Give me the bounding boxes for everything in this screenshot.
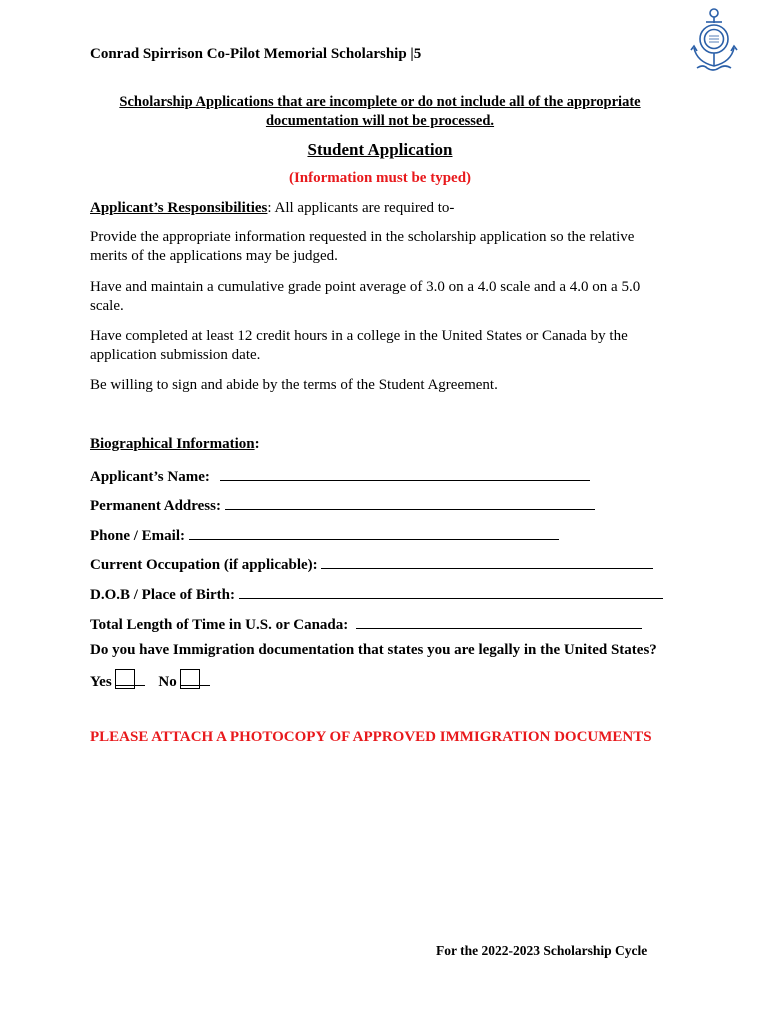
responsibilities-heading: Applicant’s Responsibilities — [90, 200, 268, 216]
address-field[interactable] — [225, 494, 595, 510]
responsibilities-intro-text: : All applicants are required to- — [267, 200, 455, 216]
responsibility-item: Have completed at least 12 credit hours in a college in the United States or Canada by the application submission date. — [90, 328, 628, 363]
address-label: Permanent Address: — [90, 498, 221, 514]
phone-email-field[interactable] — [189, 524, 559, 540]
responsibility-item: Be willing to sign and abide by the terms of the Student Agreement. — [90, 377, 498, 393]
no-label: No — [158, 674, 177, 690]
immigration-answer-row — [90, 669, 210, 691]
phone-email-row — [90, 524, 559, 545]
dob-label: D.O.B / Place of Birth: — [90, 587, 235, 603]
attach-documents-warning: PLEASE ATTACH A PHOTOCOPY OF APPROVED IMMIGRATION DOCUMENTS — [90, 729, 652, 745]
responsibilities-intro — [90, 199, 665, 218]
bio-heading — [90, 436, 260, 453]
yes-label: Yes — [90, 674, 112, 690]
length-row — [90, 613, 642, 634]
applicant-name-field[interactable] — [220, 465, 590, 481]
form-title: Student Application — [307, 140, 453, 159]
dob-field[interactable] — [239, 583, 663, 599]
applicant-name-label: Applicant’s Name: — [90, 469, 210, 485]
anchor-seal-logo — [689, 6, 739, 72]
occupation-label: Current Occupation (if applicable): — [90, 557, 318, 573]
dob-row — [90, 583, 663, 604]
address-row — [90, 494, 595, 515]
occupation-field[interactable] — [321, 553, 653, 569]
phone-email-label: Phone / Email: — [90, 528, 186, 544]
bio-heading-text: Biographical Information — [90, 436, 255, 452]
occupation-row — [90, 553, 653, 574]
incomplete-notice: Scholarship Applications that are incomplete or do not include all of the appropriate documentation will not be processed. — [119, 94, 641, 129]
responsibility-item: Provide the appropriate information requested in the scholarship application so the relative merits of the applications may be judged. — [90, 229, 635, 264]
page-footer: For the 2022-2023 Scholarship Cycle — [436, 943, 648, 958]
responsibility-item: Have and maintain a cumulative grade point average of 3.0 on a 4.0 scale and a 4.0 on a 5.0 scale. — [90, 279, 641, 314]
form-subtitle: (Information must be typed) — [288, 170, 472, 186]
bio-heading-colon: : — [254, 436, 260, 452]
length-field[interactable] — [356, 613, 642, 629]
length-label: Total Length of Time in U.S. or Canada: — [90, 617, 349, 633]
no-underline — [180, 670, 210, 686]
immigration-question: Do you have Immigration documentation that states you are legally in the United States? — [90, 642, 657, 658]
applicant-name-row — [90, 465, 590, 486]
yes-underline — [115, 670, 145, 686]
page-header: Conrad Spirrison Co-Pilot Memorial Scholarship |5 — [90, 46, 422, 62]
